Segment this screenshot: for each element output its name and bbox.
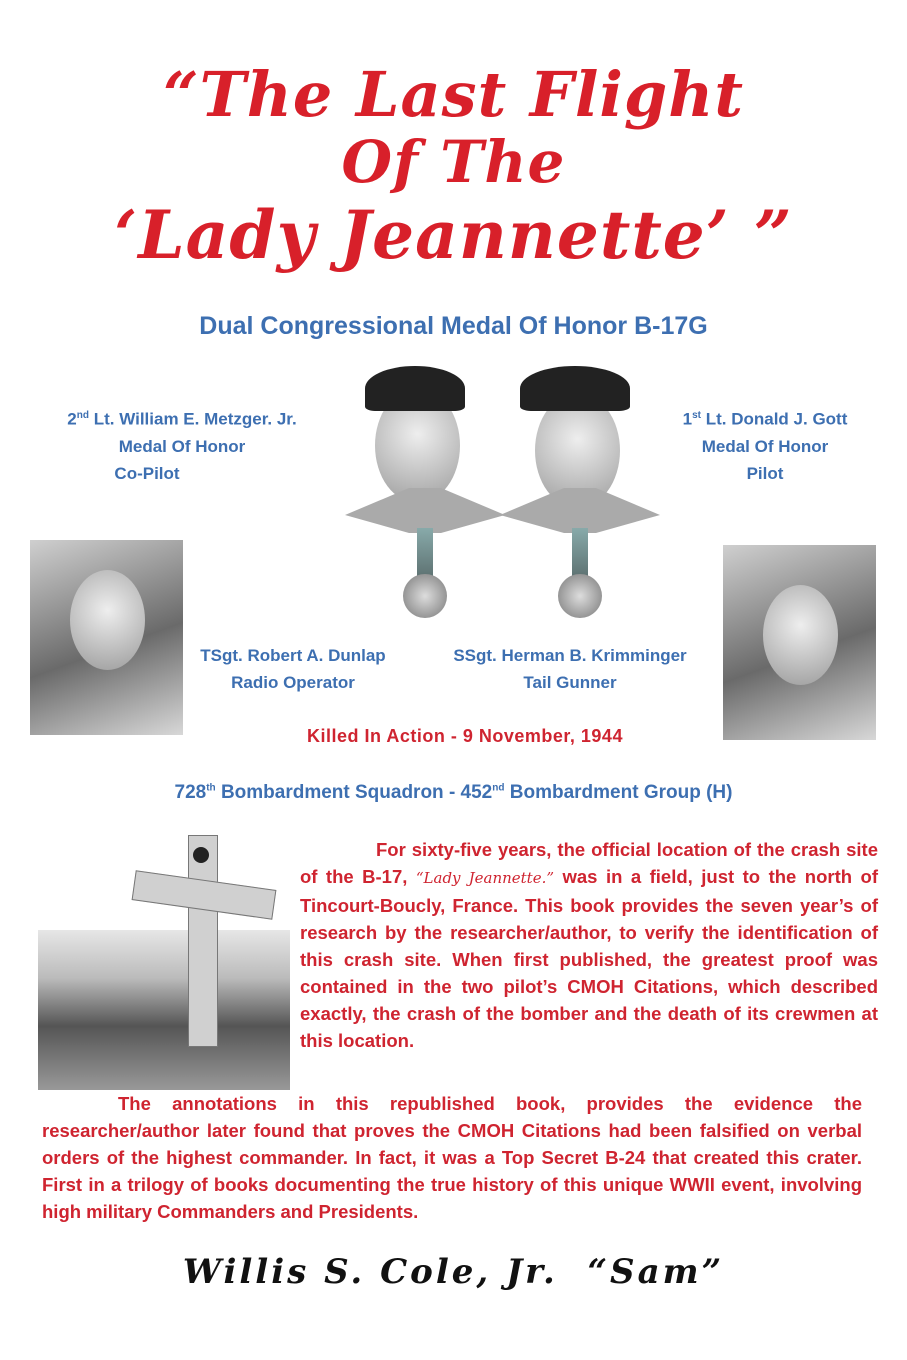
subtitle: Dual Congressional Medal Of Honor B-17G xyxy=(199,312,708,340)
dunlap-caption: TSgt. Robert A. Dunlap Radio Operator xyxy=(200,646,386,692)
krimminger-photo xyxy=(723,545,876,740)
dunlap-photo xyxy=(30,540,183,735)
title-line-2: Of The xyxy=(341,128,566,196)
title-line-3: ‘Lady Jeannette’ ” xyxy=(114,196,793,274)
metzger-portrait xyxy=(345,358,505,623)
paragraph-1: For sixty-five years, the official location of the crash site of the B-17, “Lady Jeannette.” was in a field, just to the north of Tincourt-Boucly, France. This book provides the seven year’s of research by the researcher/author, to verify the identification of this crash site. When first published, the greatest proof was contained in the two pilot’s CMOH Citations, which described exactly, the crash of the bomber and the death of its crewmen at this location. xyxy=(300,839,878,1051)
krimminger-caption: SSgt. Herman B. Krimminger Tail Gunner xyxy=(453,646,687,692)
metzger-caption: 2nd Lt. William E. Metzger. Jr. Medal Of Honor Co-Pilot xyxy=(67,409,297,483)
unit-line: 728th Bombardment Squadron - 452nd Bombardment Group (H) xyxy=(174,782,733,803)
kia-date: Killed In Action - 9 November, 1944 xyxy=(307,726,623,746)
paragraph-2: The annotations in this republished book, provides the evidence the researcher/author later found that proves the CMOH Citations had been falsified on verbal orders of the highest commander. In fact, it was a Top Secret B-24 that created this crater. First in a trilogy of books documenting the true history of this unique WWII event, involving high military Commanders and Presidents. xyxy=(42,1093,862,1222)
title-line-1: “The Last Flight xyxy=(163,58,744,131)
gott-caption: 1st Lt. Donald J. Gott Medal Of Honor Pilot xyxy=(682,409,848,483)
author-signature: Willis S. Cole, Jr. “Sam” xyxy=(182,1252,725,1292)
gott-portrait xyxy=(500,358,660,623)
crash-site-cross-photo xyxy=(38,835,290,1090)
